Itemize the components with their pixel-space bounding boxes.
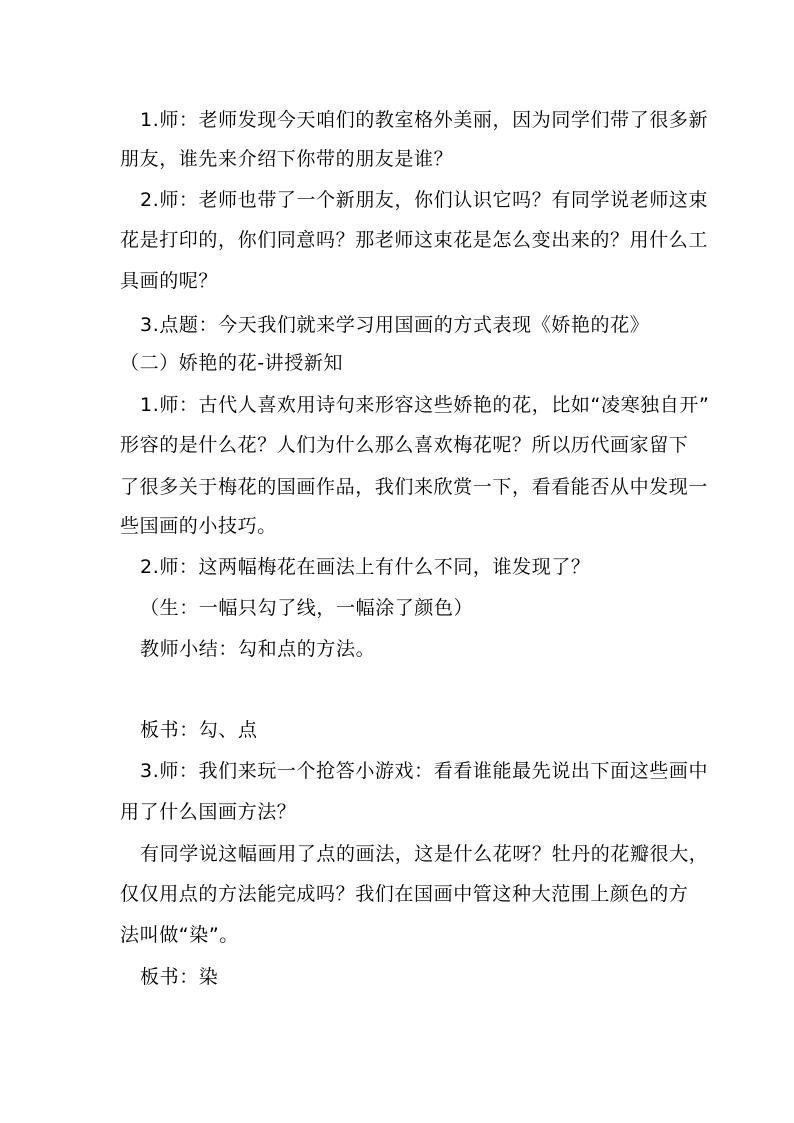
paragraph-line: 1.师：古代人喜欢用诗句来形容这些娇艳的花，比如“凌寒独自开” (140, 394, 710, 416)
paragraph-line: 用了什么国画方法？ (120, 801, 297, 823)
paragraph-line: 1.师：老师发现今天咱们的教室格外美丽，因为同学们带了很多新 (140, 109, 709, 131)
paragraph-line: 了很多关于梅花的国画作品，我们来欣赏一下，看看能否从中发现一 (120, 476, 709, 498)
paragraph-line: 朋友，谁先来介绍下你带的朋友是谁？ (120, 148, 454, 170)
paragraph-line: 3.师：我们来玩一个抢答小游戏：看看谁能最先说出下面这些画中 (140, 760, 709, 782)
section-heading: （二）娇艳的花-讲授新知 (120, 352, 344, 374)
paragraph-line: 教师小结：勾和点的方法。 (140, 638, 376, 660)
board-note: 板书：勾、点 (140, 719, 258, 741)
paragraph-line: 形容的是什么花？人们为什么那么喜欢梅花呢？所以历代画家留下 (120, 434, 689, 456)
board-note: 板书：染 (140, 966, 219, 988)
paragraph-line: 些国画的小技巧。 (120, 515, 277, 537)
paragraph-line: 花是打印的，你们同意吗？那老师这束花是怎么变出来的？用什么工 (120, 229, 709, 251)
paragraph-line: 2.师：老师也带了一个新朋友，你们认识它吗？有同学说老师这束 (140, 189, 709, 211)
paragraph-line: 仅仅用点的方法能完成吗？我们在国画中管这种大范围上颜色的方 (120, 883, 689, 905)
paragraph-line: 有同学说这幅画用了点的画法，这是什么花呀？牡丹的花瓣很大， (140, 843, 709, 865)
paragraph-line: （生：一幅只勾了线，一幅涂了颜色） (140, 597, 474, 619)
paragraph-line: 法叫做“染”。 (120, 924, 239, 946)
paragraph-line: 2.师：这两幅梅花在画法上有什么不同，谁发现了？ (140, 556, 591, 578)
paragraph-line: 3.点题：今天我们就来学习用国画的方式表现《娇艳的花》 (140, 314, 650, 336)
paragraph-line: 具画的呢？ (120, 270, 219, 292)
